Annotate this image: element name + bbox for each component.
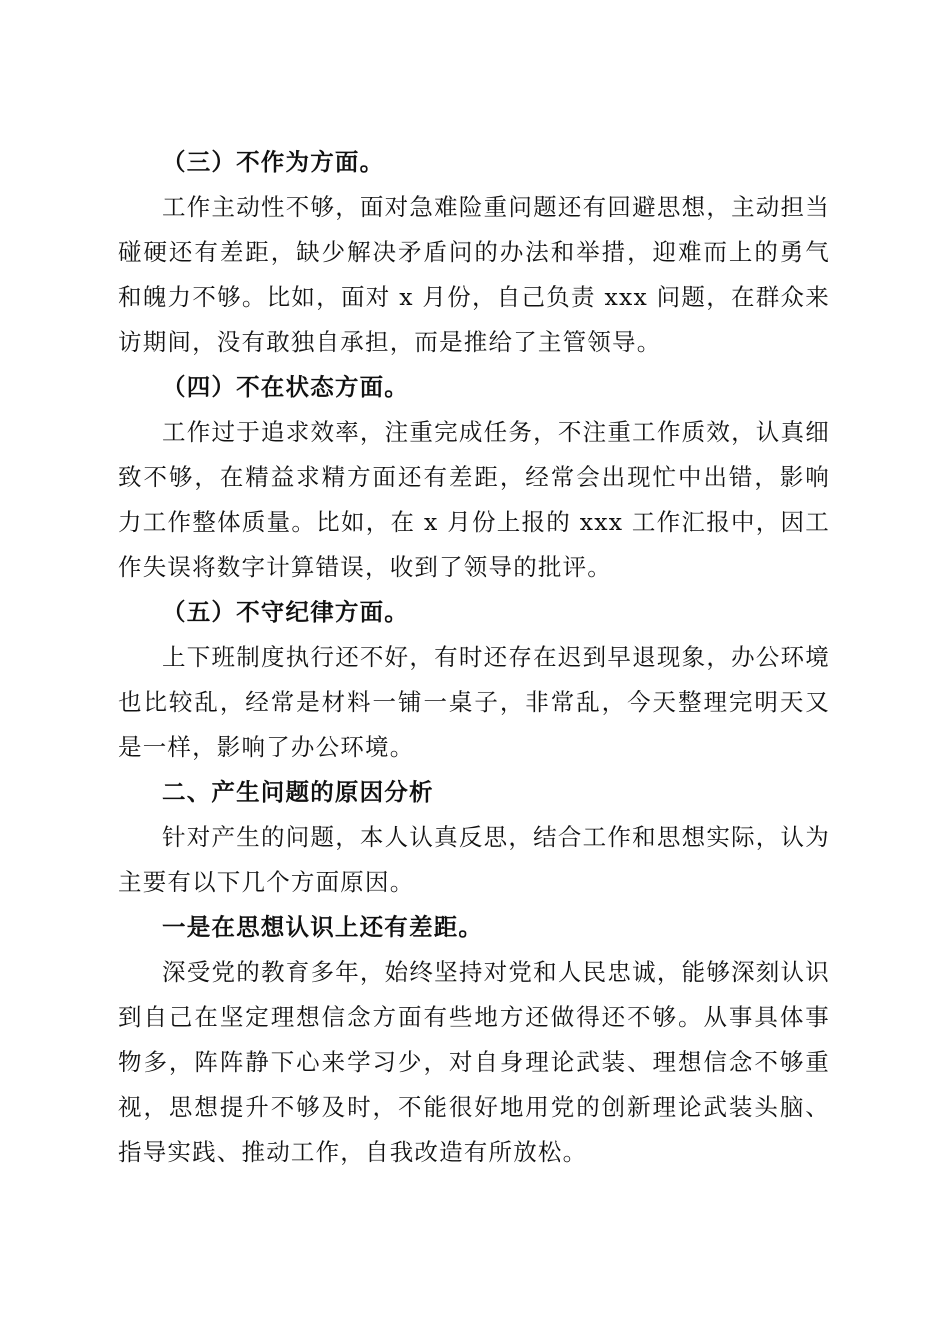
part-heading-cause-analysis: 二、产生问题的原因分析 bbox=[162, 778, 434, 806]
reason-heading-1: 一是在思想认识上还有差距。 bbox=[162, 913, 484, 941]
document-body bbox=[118, 140, 830, 1175]
section-paragraph-4: 工作过于追求效率，注重完成任务，不注重工作质效，认真细致不够，在精益求精方面还有差距，经常会出现忙中出错，影响力工作整体质量。比如，在 x 月份上报的 xxx 工作汇报中，因工作失误将数字计算错误，收到了领导的批评。 bbox=[118, 418, 830, 581]
section-heading-5: （五）不守纪律方面。 bbox=[162, 598, 409, 626]
reason-paragraph-1: 深受党的教育多年，始终坚持对党和人民忠诚，能够深刻认识到自己在坚定理想信念方面有些地方还做得还不够。从事具体事物多，阵阵静下心来学习少，对自身理论武装、理想信念不够重视，思想提升不够及时，不能很好地用党的创新理论武装头脑、指导实践、推动工作，自我改造有所放松。 bbox=[118, 958, 830, 1166]
section-heading-4: （四）不在状态方面。 bbox=[162, 373, 409, 401]
part-intro-paragraph: 针对产生的问题，本人认真反思，结合工作和思想实际，认为主要有以下几个方面原因。 bbox=[118, 823, 830, 896]
section-heading-3: （三）不作为方面。 bbox=[162, 148, 385, 176]
section-paragraph-5: 上下班制度执行还不好，有时还存在迟到早退现象，办公环境也比较乱，经常是材料一铺一桌子，非常乱，今天整理完明天又是一样，影响了办公环境。 bbox=[118, 643, 830, 761]
section-paragraph-3: 工作主动性不够，面对急难险重问题还有回避思想，主动担当碰硬还有差距，缺少解决矛盾问的办法和举措，迎难而上的勇气和魄力不够。比如，面对 x 月份，自己负责 xxx 问题，在群众来访期间，没有敢独自承担，而是推给了主管领导。 bbox=[118, 193, 830, 356]
